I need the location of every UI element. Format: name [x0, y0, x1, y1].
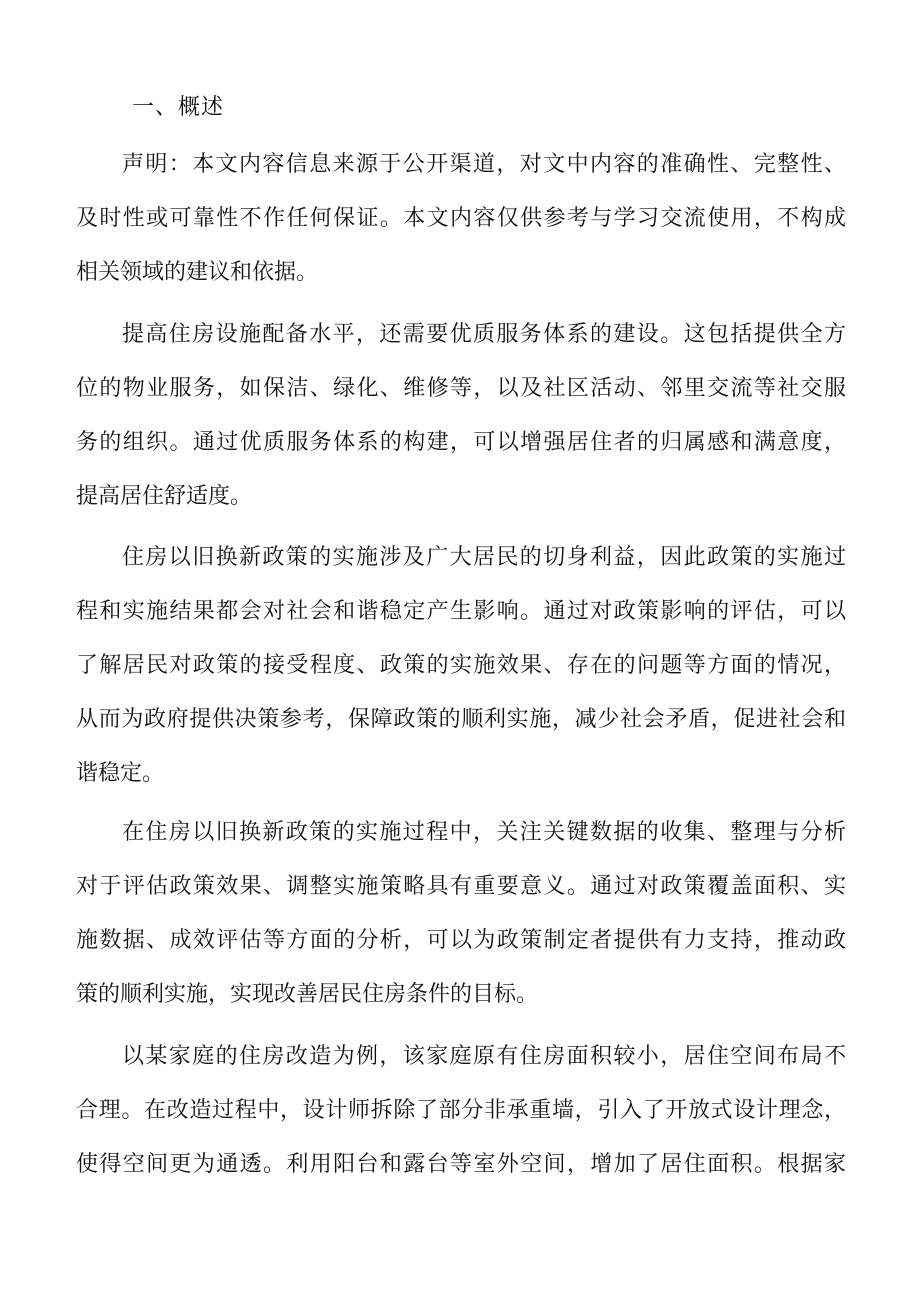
- paragraph-line: 提高住房设施配备水平，还需要优质服务体系的建设。这包括提供全方: [122, 322, 846, 347]
- paragraph-line: 及时性或可靠性不作任何保证。本文内容仅供参考与学习交流使用，不构成: [76, 206, 846, 231]
- paragraph-line: 策的顺利实施，实现改善居民住房条件的目标。: [76, 982, 539, 1007]
- paragraph-line: 提高居住舒适度。: [76, 484, 253, 509]
- paragraph-line: 谐稳定。: [76, 761, 165, 786]
- paragraph-line: 位的物业服务，如保洁、绿化、维修等，以及社区活动、邻里交流等社交服: [76, 376, 846, 401]
- paragraph-line: 相关领域的建议和依据。: [76, 260, 319, 285]
- paragraph-line: 使得空间更为通透。利用阳台和露台等室外空间，增加了居住面积。根据家: [76, 1152, 846, 1177]
- section-heading: 一、概述: [132, 95, 225, 120]
- paragraph-renovation-example: [76, 1030, 846, 1192]
- paragraph-line: 了解居民对政策的接受程度、政策的实施效果、存在的问题等方面的情况，: [76, 653, 846, 678]
- paragraph-line: 以某家庭的住房改造为例，该家庭原有住房面积较小，居住空间布局不: [122, 1044, 846, 1069]
- paragraph-service-system: [76, 308, 846, 524]
- paragraph-line: 住房以旧换新政策的实施涉及广大居民的切身利益，因此政策的实施过: [122, 545, 846, 570]
- paragraph-line: 对于评估政策效果、调整实施策略具有重要意义。通过对政策覆盖面积、实: [76, 874, 846, 899]
- paragraph-line: 合理。在改造过程中，设计师拆除了部分非承重墙，引入了开放式设计理念，: [76, 1098, 846, 1123]
- paragraph-policy-impact: [76, 531, 846, 801]
- paragraph-line: 在住房以旧换新政策的实施过程中，关注关键数据的收集、整理与分析: [122, 820, 846, 845]
- paragraph-disclaimer: [76, 138, 846, 300]
- paragraph-line: 声明：本文内容信息来源于公开渠道，对文中内容的准确性、完整性、: [122, 152, 846, 177]
- paragraph-line: 程和实施结果都会对社会和谐稳定产生影响。通过对政策影响的评估，可以: [76, 599, 846, 624]
- paragraph-key-data: [76, 806, 846, 1022]
- paragraph-line: 施数据、成效评估等方面的分析，可以为政策制定者提供有力支持，推动政: [76, 928, 846, 953]
- paragraph-line: 从而为政府提供决策参考，保障政策的顺利实施，减少社会矛盾，促进社会和: [76, 707, 846, 732]
- paragraph-line: 务的组织。通过优质服务体系的构建，可以增强居住者的归属感和满意度，: [76, 430, 846, 455]
